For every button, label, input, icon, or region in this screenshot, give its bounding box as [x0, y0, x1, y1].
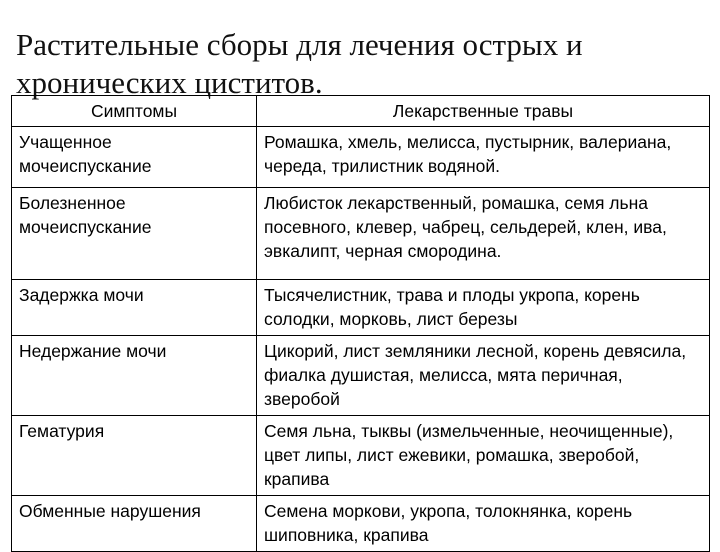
- symptom-cell: Недержание мочи: [12, 336, 257, 416]
- page-title: Растительные сборы для лечения острых и хронических циститов.: [16, 27, 583, 100]
- table-row: [12, 336, 710, 416]
- herbs-cell: Семена моркови, укропа, толокнянка, корень шиповника, крапива: [257, 496, 710, 552]
- herbs-cell: Семя льна, тыквы (измельченные, неочищенные), цвет липы, лист ежевики, ромашка, зверобой, крапива: [257, 416, 710, 496]
- herbs-cell: Любисток лекарственный, ромашка, семя льна посевного, клевер, чабрец, сельдерей, клен, ива, эвкалипт, черная смородина.: [257, 188, 710, 280]
- herbal-table-container: [11, 95, 709, 552]
- herbs-cell: Тысячелистник, трава и плоды укропа, корень солодки, морковь, лист березы: [257, 280, 710, 336]
- table-row: [12, 188, 710, 280]
- symptom-cell: Гематурия: [12, 416, 257, 496]
- table-row: [12, 416, 710, 496]
- header-symptoms: Симптомы: [12, 96, 257, 127]
- symptom-cell: Болезненное мочеиспускание: [12, 188, 257, 280]
- symptom-cell: Учащенное мочеиспускание: [12, 127, 257, 188]
- symptom-cell: Обменные нарушения: [12, 496, 257, 552]
- symptom-cell: Задержка мочи: [12, 280, 257, 336]
- herbs-cell: Ромашка, хмель, мелисса, пустырник, валериана, череда, трилистник водяной.: [257, 127, 710, 188]
- header-herbs: Лекарственные травы: [257, 96, 710, 127]
- table-row: [12, 496, 710, 552]
- table-header-row: [12, 96, 710, 127]
- herbal-remedies-table: [11, 95, 710, 552]
- table-row: [12, 280, 710, 336]
- table-row: [12, 127, 710, 188]
- herbs-cell: Цикорий, лист земляники лесной, корень девясила, фиалка душистая, мелисса, мята перичная, зверобой: [257, 336, 710, 416]
